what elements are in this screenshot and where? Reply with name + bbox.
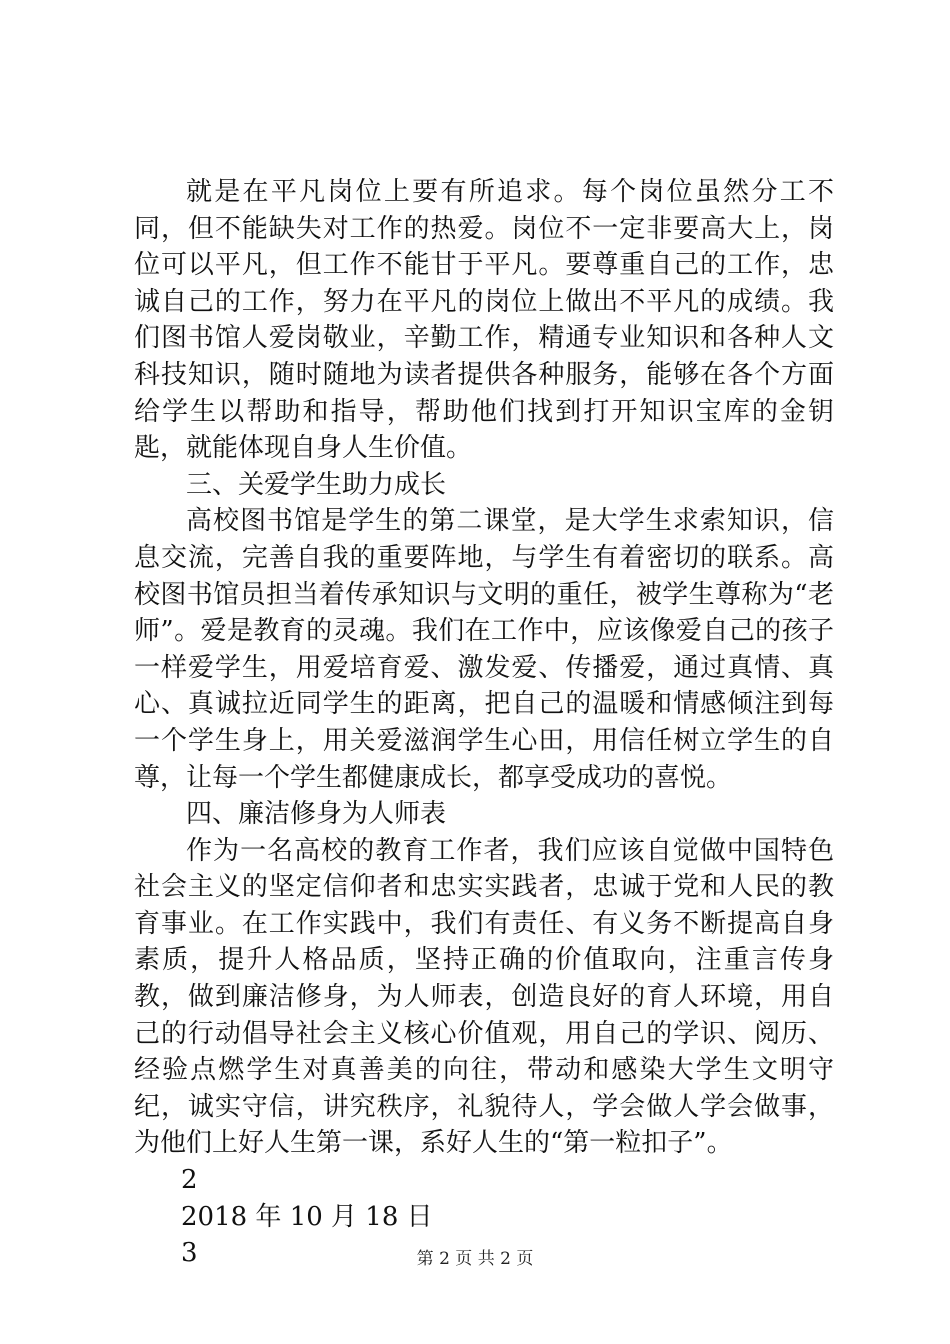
section-heading-care-students: 三、关爱学生助力成长 bbox=[186, 469, 447, 500]
page-marker-2: 2 bbox=[181, 1165, 198, 1196]
paragraph-care-students: 高校图书馆是学生的第二课堂，是大学生求索知识，信息交流，完善自我的重要阵地，与学生有着密切的联系。高校图书馆员担当着传承知识与文明的重任，被学生尊称为“老师”。爱是教育的灵魂。我们在工作中，应该像爱自己的孩子一样爱学生，用爱培育爱、激发爱、传播爱，通过真情、真心、真诚拉近同学生的距离，把自己的温暖和情感倾注到每一个学生身上，用关爱滋润学生心田，用信任树立学生的自尊，让每一个学生都健康成长，都享受成功的喜悦。 bbox=[134, 506, 834, 793]
page-marker-3: 3 bbox=[181, 1238, 198, 1269]
paragraph-job-pursuit: 就是在平凡岗位上要有所追求。每个岗位虽然分工不同，但不能缺失对工作的热爱。岗位不一定非要高大上，岗位可以平凡，但工作不能甘于平凡。要尊重自己的工作，忠诚自己的工作，努力在平凡的岗位上做出不平凡的成绩。我们图书馆人爱岗敬业，辛勤工作，精通专业知识和各种人文科技知识，随时随地为读者提供各种服务，能够在各个方面给学生以帮助和指导，帮助他们找到打开知识宝库的金钥匙，就能体现自身人生价值。 bbox=[134, 177, 834, 464]
section-heading-integrity: 四、廉洁修身为人师表 bbox=[186, 799, 447, 830]
page-footer: 第 2 页 共 2 页 bbox=[416, 1249, 534, 1269]
paragraph-integrity: 作为一名高校的教育工作者，我们应该自觉做中国特色社会主义的坚定信仰者和忠实实践者，忠诚于党和人民的教育事业。在工作实践中，我们有责任、有义务不断提高自身素质，提升人格品质，坚持正确的价值取向，注重言传身教，做到廉洁修身，为人师表，创造良好的育人环境，用自己的行动倡导社会主义核心价值观，用自己的学识、阅历、经验点燃学生对真善美的向往，带动和感染大学生文明守纪，诚实守信，讲究秩序，礼貌待人，学会做人学会做事，为他们上好人生第一课，系好人生的“第一粒扣子”。 bbox=[134, 835, 834, 1159]
document-body bbox=[134, 174, 834, 1272]
document-date: 2018 年 10 月 18 日 bbox=[181, 1201, 433, 1232]
